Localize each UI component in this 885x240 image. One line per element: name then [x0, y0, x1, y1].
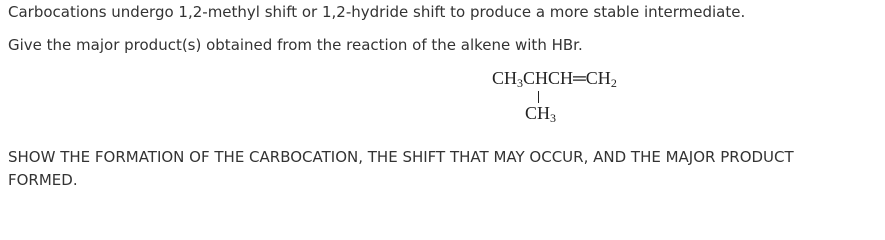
intro-text: Carbocations undergo 1,2-methyl shift or 1,2-hydride shift to produce a more stable intermediate. — [8, 3, 746, 21]
branch-bond — [538, 91, 539, 103]
main-chain-formula — [492, 68, 617, 89]
ch2-group: $CH_2$ — [585, 68, 617, 90]
double-bond: ═ — [573, 68, 586, 88]
question-text: Give the major product(s) obtained from the reaction of the alkene with HBr. — [8, 36, 583, 54]
chch-group: CHCH — [523, 68, 574, 88]
ch3-group: $CH_3$ — [492, 68, 524, 90]
instruction-line-1: SHOW THE FORMATION OF THE CARBOCATION, THE SHIFT THAT MAY OCCUR, AND THE MAJOR PRODUCT — [8, 148, 794, 166]
instruction-line-2: FORMED. — [8, 171, 78, 189]
methyl-branch: $CH_3$ — [525, 103, 557, 125]
